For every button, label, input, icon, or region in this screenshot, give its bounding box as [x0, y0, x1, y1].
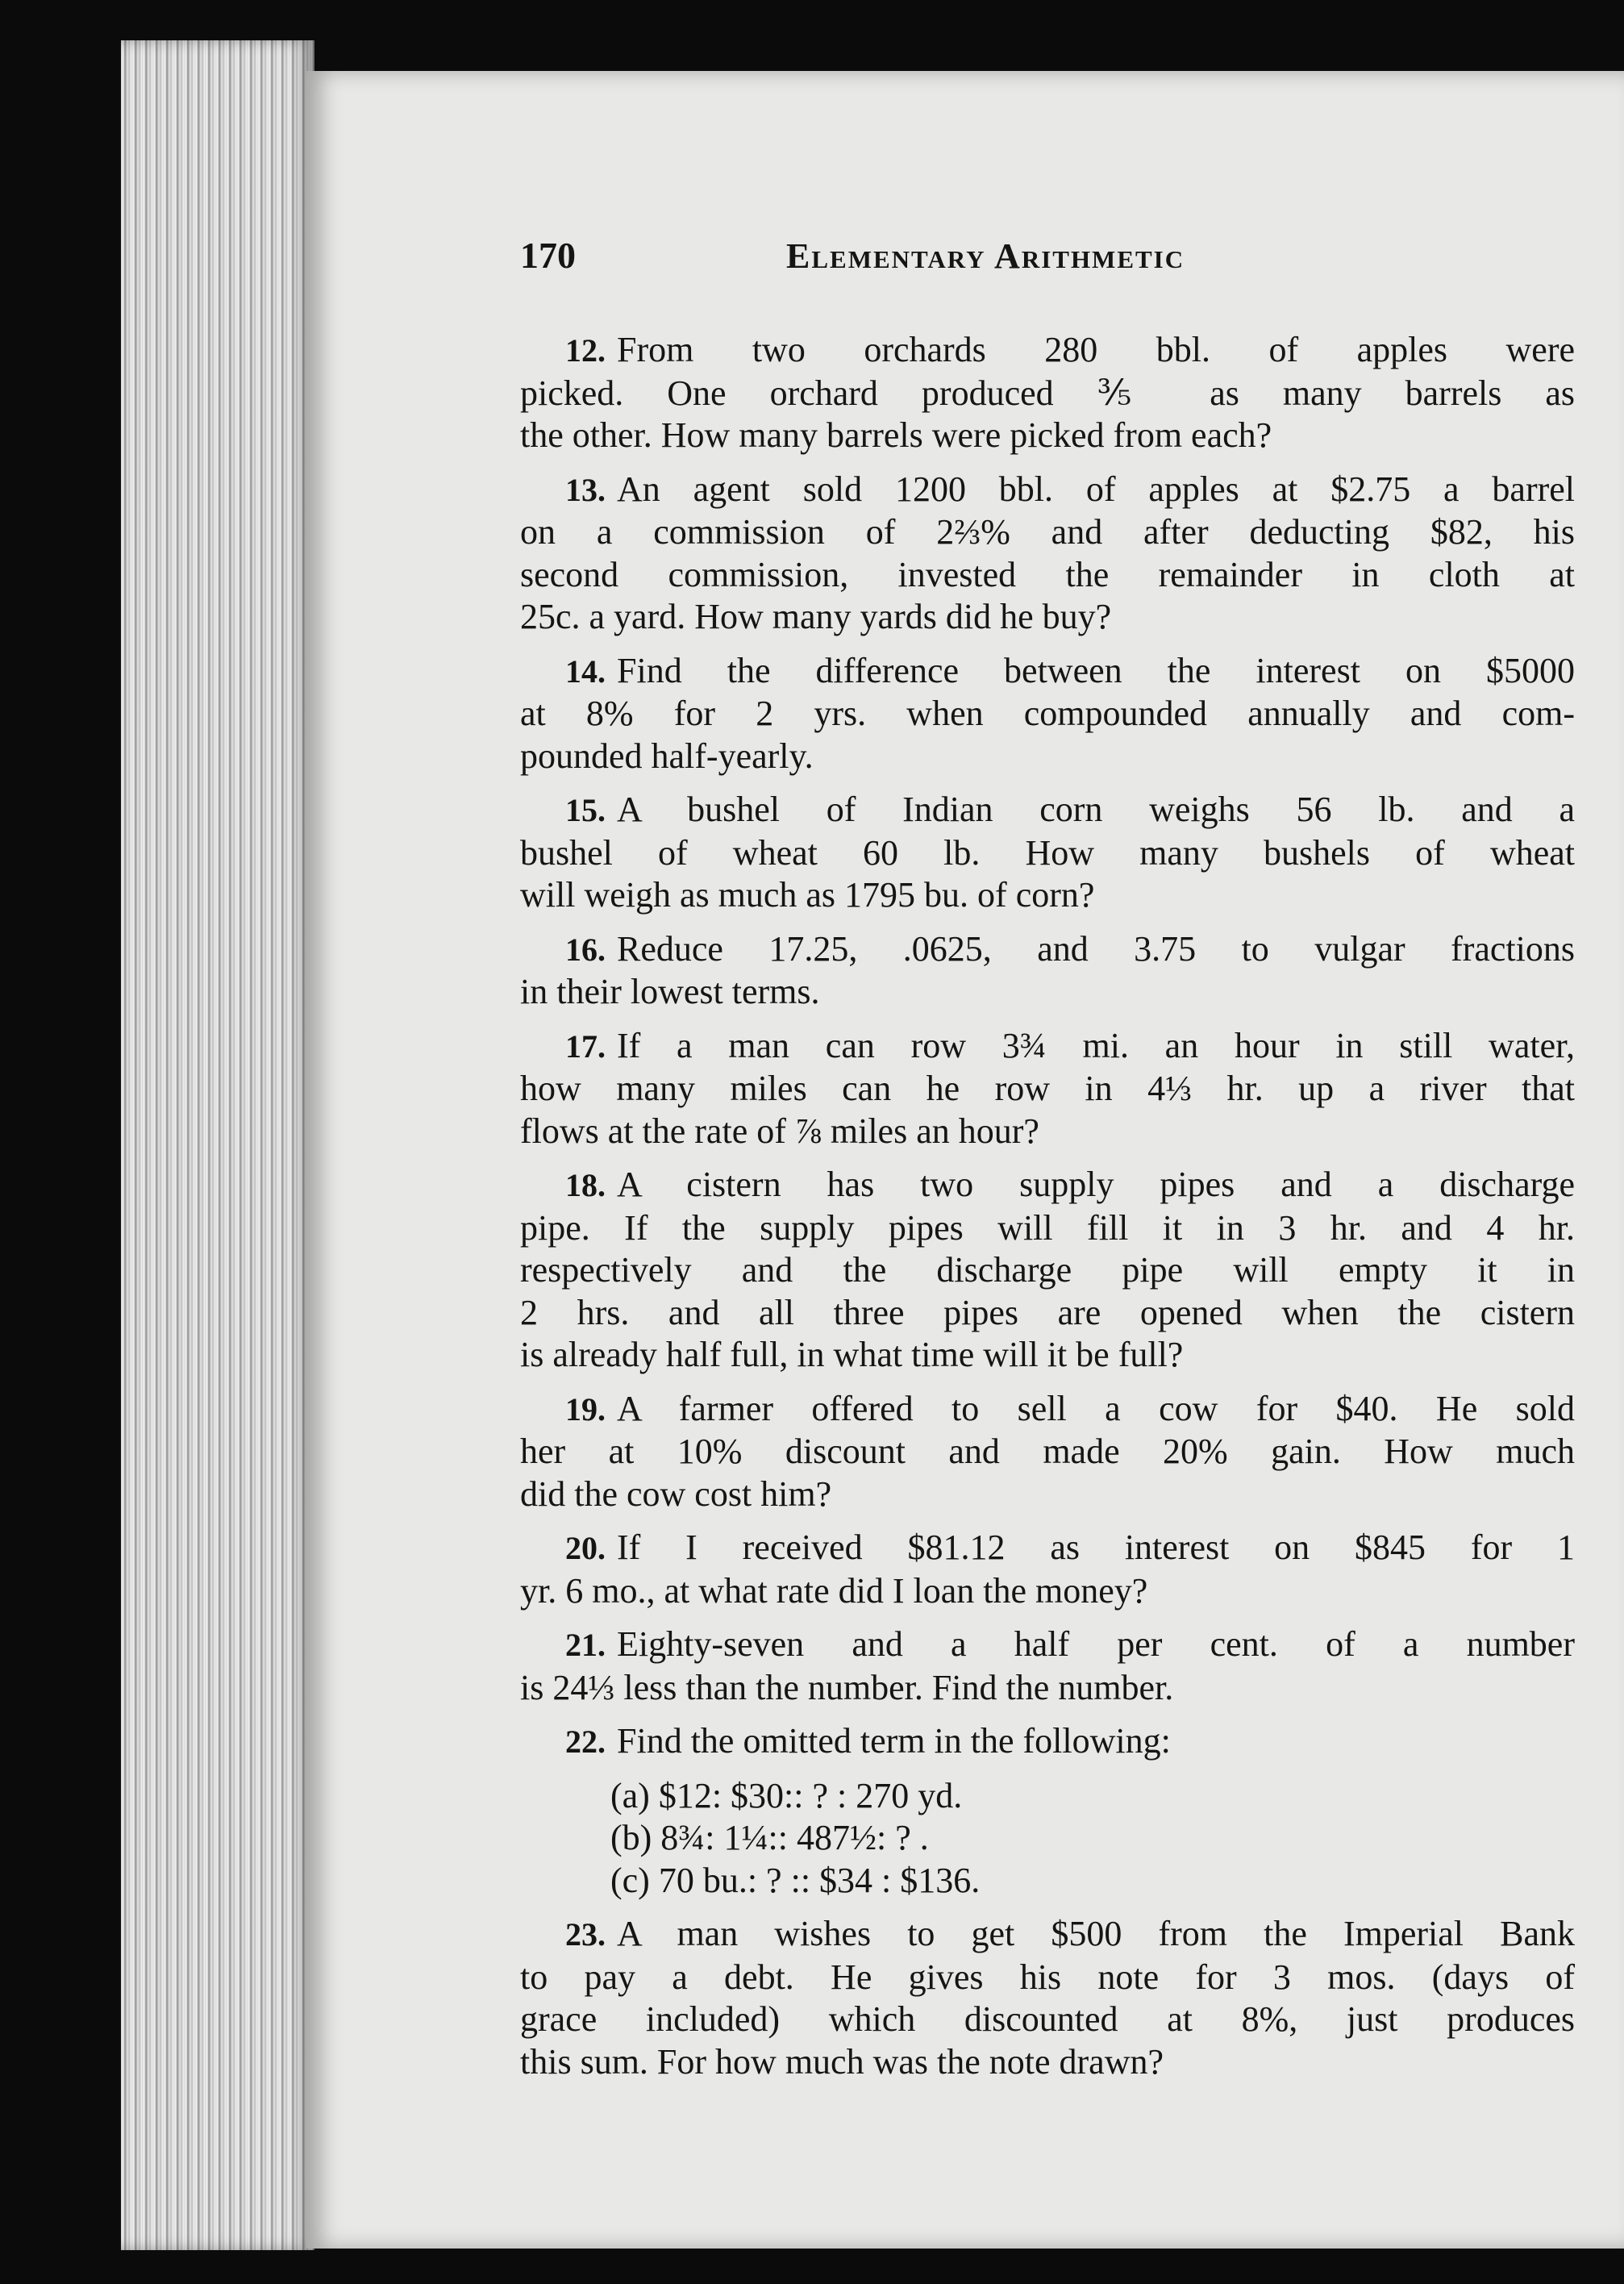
problem-line: [520, 1998, 1575, 2041]
problem-line: [520, 1667, 1575, 1710]
problem-number: 21.: [565, 1627, 606, 1663]
problem-number: 12.: [565, 332, 606, 369]
problem-text: to pay a debt. He gives his note for 3 mos. (days of: [520, 1957, 1575, 1997]
problem-line: [520, 928, 1575, 972]
problem-line: [520, 1068, 1575, 1111]
problem-text: second commission, invested the remainder in cloth at: [520, 554, 1575, 594]
problem-line: [520, 874, 1575, 917]
problem-14: [520, 650, 1575, 778]
problem-line: [520, 1473, 1575, 1516]
problem-number: 16.: [565, 931, 606, 968]
problem-number: 14.: [565, 652, 606, 690]
problem-text: A man wishes to get $500 from the Imperial Bank: [617, 1914, 1575, 1953]
problem-line: [520, 971, 1575, 1014]
problem-list-continued: [520, 1913, 1575, 2083]
problem-text: Find the omitted term in the following:: [617, 1721, 1171, 1761]
problem-18: [520, 1164, 1575, 1377]
problem-text: at 8% for 2 yrs. when compounded annually and com-: [520, 694, 1575, 733]
problem-19: [520, 1388, 1575, 1516]
problem-text: pounded half-yearly.: [520, 736, 814, 776]
problem-text: Reduce 17.25, .0625, and 3.75 to vulgar fractions: [617, 928, 1575, 969]
problem-17: [520, 1025, 1575, 1153]
page-text: [520, 234, 1575, 2094]
problem-line: [520, 1957, 1575, 1999]
page-header: [520, 234, 1575, 290]
problem-line: [520, 1570, 1575, 1613]
omitted-term-item: (c) 70 bu.: ? :: $34 : $136.: [610, 1860, 981, 1900]
problem-number: 23.: [565, 1916, 606, 1953]
problem-line: [520, 1431, 1575, 1473]
problem-text: will weigh as much as 1795 bu. of corn?: [520, 875, 1095, 915]
problem-line: [520, 1388, 1575, 1432]
problem-text: the other. How many barrels were picked from each?: [520, 415, 1272, 455]
problem-line: [520, 789, 1575, 832]
problem-text: bushel of wheat 60 lb. How many bushels of wheat: [520, 832, 1575, 873]
problem-line: [520, 1207, 1575, 1250]
problem-text: 25c. a yard. How many yards did he buy?: [520, 597, 1112, 636]
problem-line: [520, 469, 1575, 512]
problem-text: grace included) which discounted at 8%, just produces: [520, 1999, 1575, 2039]
problem-text: A cistern has two supply pipes and a discharge: [617, 1165, 1575, 1204]
problem-text: pipe. If the supply pipes will fill it in 3 hr. and 4 hr.: [520, 1207, 1575, 1248]
problem-13: [520, 469, 1575, 639]
problem-line: [520, 596, 1575, 639]
problem-number: 15.: [565, 792, 606, 828]
problem-text: If I received $81.12 as interest on $845 for 1: [617, 1528, 1575, 1567]
problem-text: flows at the rate of ⅞ miles an hour?: [520, 1111, 1039, 1151]
running-title: Elementary Arithmetic: [786, 236, 1185, 276]
problem-number: 19.: [565, 1390, 606, 1428]
problem-number: 18.: [565, 1167, 606, 1203]
problem-line: [520, 2041, 1575, 2084]
problem-number: 22.: [565, 1723, 606, 1760]
problem-number: 13.: [565, 471, 606, 508]
problem-text: 2 hrs. and all three pipes are opened when the cistern: [520, 1292, 1575, 1332]
problem-line: [520, 650, 1575, 694]
problem-line: [520, 373, 1575, 415]
problem-20: [520, 1527, 1575, 1612]
problem-line: [520, 511, 1575, 554]
problem-line: [520, 1025, 1575, 1069]
problem-text: From two orchards 280 bbl. of apples were: [617, 330, 1575, 369]
problem-line: [520, 736, 1575, 778]
problem-line: [520, 554, 1575, 597]
omitted-term-item: (a) $12: $30:: ? : 270 yd.: [610, 1775, 963, 1815]
problem-number: 17.: [565, 1027, 606, 1065]
book-page-edges: [121, 40, 314, 2250]
problem-text: If a man can row 3¾ mi. an hour in still water,: [617, 1025, 1575, 1065]
problem-21: [520, 1623, 1575, 1709]
problem-text: is 24⅓ less than the number. Find the number.: [520, 1667, 1174, 1707]
problem-22: [520, 1720, 1575, 1764]
page-number: 170: [520, 235, 576, 276]
problem-line: [520, 1527, 1575, 1570]
problem-line: [520, 1720, 1575, 1764]
problem-text: picked. One orchard produced ⅗ as many barrels as: [520, 373, 1575, 413]
problem-text: how many miles can he row in 4⅓ hr. up a river that: [520, 1069, 1575, 1108]
problem-line: [520, 1623, 1575, 1667]
omitted-term-list: [520, 1775, 1575, 1903]
problem-line: [520, 832, 1575, 875]
problem-text: respectively and the discharge pipe will empty it in: [520, 1250, 1575, 1290]
problem-16: [520, 928, 1575, 1014]
problem-list: [520, 329, 1575, 1764]
problem-text: Find the difference between the interest on $5000: [617, 650, 1575, 690]
problem-text: her at 10% discount and made 20% gain. How much: [520, 1432, 1575, 1471]
problem-text: An agent sold 1200 bbl. of apples at $2.75 a barrel: [617, 469, 1575, 509]
problem-text: this sum. For how much was the note drawn?: [520, 2041, 1164, 2082]
problem-line: [520, 1249, 1575, 1292]
problem-text: did the cow cost him?: [520, 1473, 832, 1514]
problem-line: [520, 1164, 1575, 1207]
problem-text: A bushel of Indian corn weighs 56 lb. and a: [617, 790, 1575, 829]
problem-line: [520, 1913, 1575, 1957]
problem-text: yr. 6 mo., at what rate did I loan the money?: [520, 1570, 1148, 1611]
problem-text: A farmer offered to sell a cow for $40. He sold: [617, 1388, 1575, 1428]
problem-number: 20.: [565, 1530, 606, 1566]
problem-23: [520, 1913, 1575, 2083]
problem-line: [520, 1292, 1575, 1335]
omitted-term-item: (b) 8¾: 1¼:: 487½: ? .: [610, 1818, 929, 1857]
problem-line: [520, 1111, 1575, 1153]
problem-line: [520, 415, 1575, 457]
problem-line: [520, 329, 1575, 373]
problem-line: [520, 1334, 1575, 1377]
problem-text: is already half full, in what time will it be full?: [520, 1335, 1184, 1374]
problem-text: in their lowest terms.: [520, 972, 820, 1011]
problem-text: Eighty-seven and a half per cent. of a number: [617, 1624, 1575, 1664]
problem-text: on a commission of 2⅔% and after deducting $82, his: [520, 512, 1575, 552]
problem-line: [520, 693, 1575, 736]
problem-15: [520, 789, 1575, 917]
problem-12: [520, 329, 1575, 457]
